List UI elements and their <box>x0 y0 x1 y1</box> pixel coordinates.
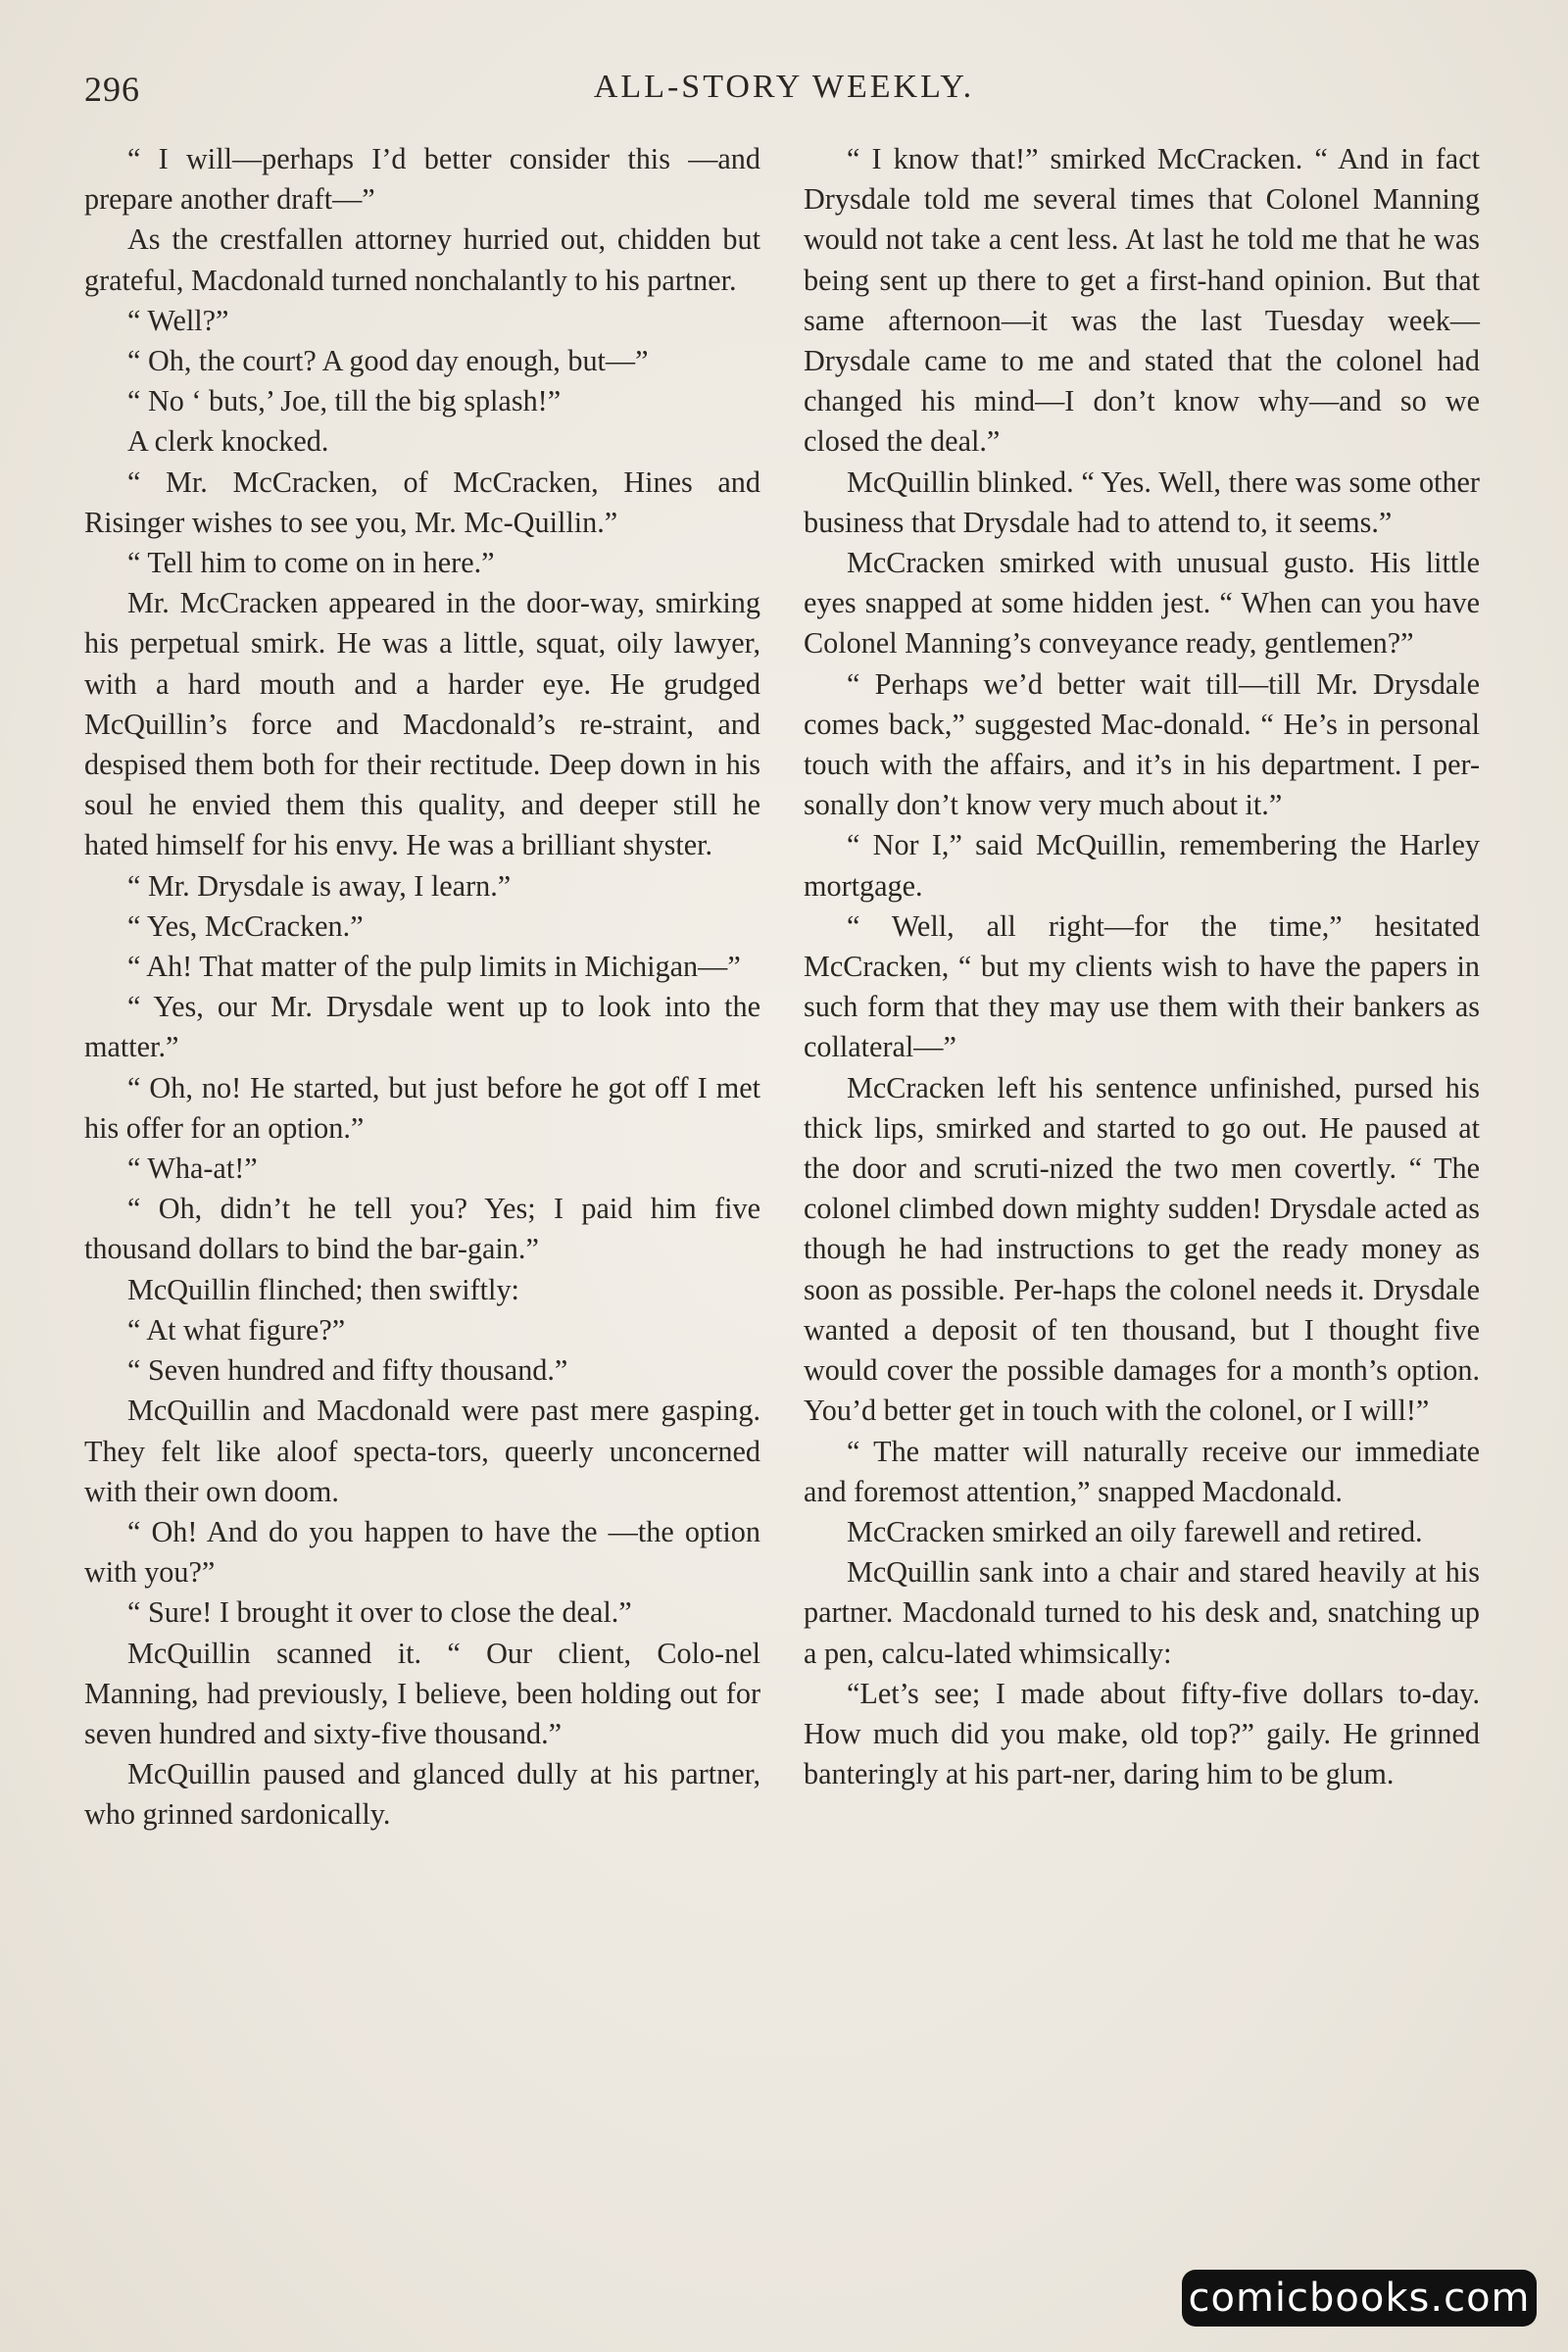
paragraph: “ Well, all right—for the time,” hesitated McCracken, “ but my clients wish to have the papers in such form that they may use them with their bankers as collateral—” <box>804 908 1480 1064</box>
watermark-badge <box>1182 2270 1537 2327</box>
paragraph: McCracken smirked an oily farewell and retired. <box>847 1514 1423 1548</box>
left-column <box>84 139 760 1836</box>
paragraph: “ I will—perhaps I’d better consider this —and prepare another draft—” <box>84 142 760 217</box>
paragraph: As the crestfallen attorney hurried out, chidden but grateful, Macdonald turned nonchalantly to his partner. <box>84 222 760 297</box>
paragraph: “ Sure! I brought it over to close the deal.” <box>127 1595 632 1630</box>
page-header <box>84 69 1484 118</box>
paragraph: “ Oh, the court? A good day enough, but—” <box>127 344 649 378</box>
paragraph: A clerk knocked. <box>127 424 329 459</box>
paragraph: “ Mr. McCracken, of McCracken, Hines and Risinger wishes to see you, Mr. Mc-Quillin.” <box>84 465 760 539</box>
paragraph: “Let’s see; I made about fifty-five dollars to-day. How much did you make, old top?” gaily. He grinned banteringly at his part-ner, daring him to be glum. <box>804 1676 1480 1791</box>
paragraph: “ Yes, McCracken.” <box>127 908 364 943</box>
paragraph: “ Ah! That matter of the pulp limits in Michigan—” <box>127 950 741 984</box>
paragraph: “ Perhaps we’d better wait till—till Mr. Drysdale comes back,” suggested Mac-donald. “ He’s in personal touch with the affairs, and it’s in his department. I per-sonally don’t know very much about it.” <box>804 666 1480 822</box>
running-title: ALL-STORY WEEKLY. <box>593 69 975 105</box>
watermark-text: comicbooks.com <box>1188 2276 1531 2321</box>
paragraph: McQuillin flinched; then swiftly: <box>127 1272 519 1306</box>
paragraph: “ Mr. Drysdale is away, I learn.” <box>127 868 512 903</box>
paragraph: “ Nor I,” said McQuillin, remembering the Harley mortgage. <box>804 828 1480 903</box>
paragraph: McCracken left his sentence unfinished, pursed his thick lips, smirked and started to go out. He paused at the door and scruti-nized the two men covertly. “ The colonel climbed down mighty sudden! Drysdale acted as though he had instructions to get the ready money as soon as possible. Per-haps the colonel needs it. Drysdale wanted a deposit of ten thousand, but I thought five would cover the possible damages for a month’s option. You’d better get in touch with the colonel, or I will!” <box>804 1070 1480 1428</box>
paragraph: “ Oh! And do you happen to have the —the option with you?” <box>84 1514 760 1590</box>
paragraph: “ No ‘ buts,’ Joe, till the big splash!” <box>127 384 562 418</box>
paragraph: “ I know that!” smirked McCracken. “ And in fact Drysdale told me several times that Colonel Manning would not take a cent less. At last he told me that he was being sent up there to get a first-hand opinion. But that same afternoon—it was the last Tuesday week—Drysdale came to me and stated that the colonel had changed his mind—I don’t know why—and so we closed the deal.” <box>804 142 1480 459</box>
page-number: 296 <box>84 70 140 109</box>
paragraph: “ Tell him to come on in here.” <box>127 546 495 580</box>
paragraph: “ Oh, didn’t he tell you? Yes; I paid him five thousand dollars to bind the bar-gain.” <box>84 1192 760 1266</box>
paragraph: “ Oh, no! He started, but just before he got off I met his offer for an option.” <box>84 1070 760 1145</box>
paragraph: McQuillin and Macdonald were past mere gasping. They felt like aloof specta-tors, queerly unconcerned with their own doom. <box>84 1394 760 1508</box>
paragraph: McQuillin blinked. “ Yes. Well, there was some other business that Drysdale had to attend to, it seems.” <box>804 465 1480 539</box>
paragraph: McCracken smirked with unusual gusto. His little eyes snapped at some hidden jest. “ When can you have Colonel Manning’s conveyance ready, gentlemen?” <box>804 546 1480 661</box>
paragraph: “ The matter will naturally receive our immediate and foremost attention,” snapped Macdonald. <box>804 1434 1480 1508</box>
paragraph: “ Well?” <box>127 303 229 337</box>
paragraph: “ Seven hundred and fifty thousand.” <box>127 1353 568 1388</box>
paragraph: Mr. McCracken appeared in the door-way, smirking his perpetual smirk. He was a little, squat, oily lawyer, with a hard mouth and a harder eye. He grudged McQuillin’s force and Macdonald’s re-straint, and despised them both for their rectitude. Deep down in his soul he envied them this quality, and deeper still he hated himself for his envy. He was a brilliant shyster. <box>84 586 760 862</box>
paragraph: “ Wha-at!” <box>127 1152 258 1186</box>
paragraph: “ Yes, our Mr. Drysdale went up to look into the matter.” <box>84 990 760 1064</box>
paragraph: McQuillin scanned it. “ Our client, Colo-nel Manning, had previously, I believe, been holding out for seven hundred and sixty-five thousand.” <box>84 1636 760 1750</box>
paragraph: “ At what figure?” <box>127 1312 346 1347</box>
paragraph: McQuillin paused and glanced dully at his partner, who grinned sardonically. <box>84 1757 760 1832</box>
right-column <box>804 139 1480 1794</box>
paragraph: McQuillin sank into a chair and stared heavily at his partner. Macdonald turned to his desk and, snatching up a pen, calcu-lated whimsically: <box>804 1555 1480 1670</box>
